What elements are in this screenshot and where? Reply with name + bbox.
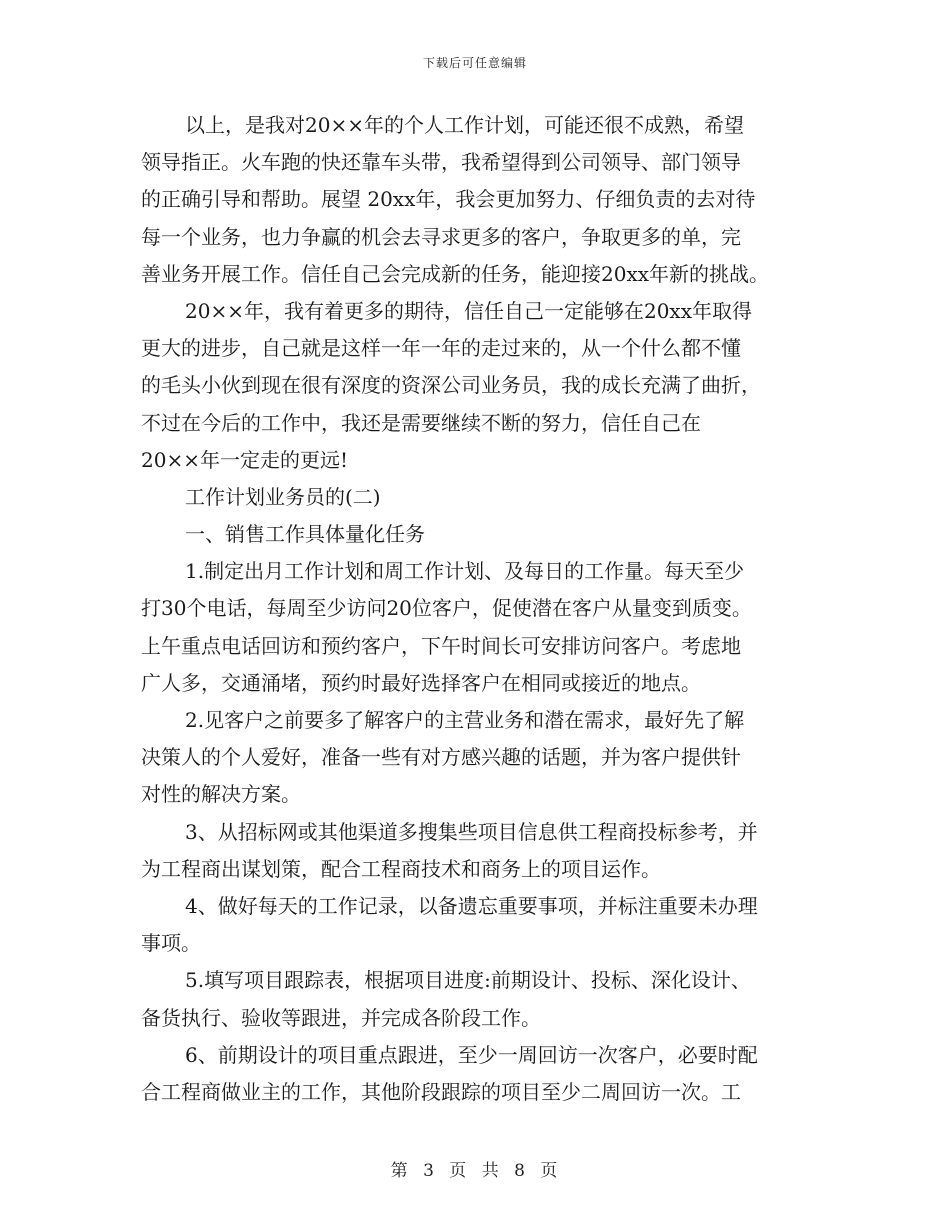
text-line: 一、销售工作具体量化任务 <box>185 522 425 547</box>
text-line: 备货执行、验收等跟进，并完成各阶段工作。 <box>141 1005 541 1030</box>
text-line: 的正确引导和帮助。展望 20xx年，我会更加努力、仔细负责的去对待 <box>141 187 756 212</box>
page-number: 第 3 页 共 8 页 <box>390 1161 560 1181</box>
text-line: 3、从招标网或其他渠道多搜集些项目信息供工程商投标参考，并 <box>185 819 758 844</box>
text-line: 不过在今后的工作中，我还是需要继续不断的努力，信任自己在 <box>141 410 701 435</box>
text-line: 20××年，我有着更多的期待，信任自己一定能够在20xx年取得 <box>185 298 752 323</box>
text-line: 对性的解决方案。 <box>141 782 301 807</box>
text-line: 为工程商出谋划策，配合工程商技术和商务上的项目运作。 <box>141 856 661 881</box>
text-line: 决策人的个人爱好，准备一些有对方感兴趣的话题，并为客户提供针 <box>141 745 741 770</box>
document-body <box>141 107 811 1111</box>
text-line: 20××年一定走的更远! <box>141 447 349 472</box>
text-line: 6、前期设计的项目重点跟进，至少一周回访一次客户，必要时配 <box>185 1042 758 1067</box>
text-line: 善业务开展工作。信任自己会完成新的任务，能迎接20xx年新的挑战。 <box>141 261 770 286</box>
text-line: 事项。 <box>141 931 201 956</box>
text-line: 广人多，交通涌堵，预约时最好选择客户在相同或接近的地点。 <box>141 670 701 695</box>
text-line: 1.制定出月工作计划和周工作计划、及每日的工作量。每天至少 <box>185 559 745 584</box>
page-header: 下载后可任意编辑 <box>422 56 527 70</box>
text-line: 以上，是我对20××年的个人工作计划，可能还很不成熟，希望 <box>185 113 744 137</box>
text-line: 4、做好每天的工作记录，以备遗忘重要事项，并标注重要未办理 <box>185 893 758 918</box>
text-line: 5.填写项目跟踪表，根据项目进度:前期设计、投标、深化设计、 <box>185 968 751 993</box>
text-line: 的毛头小伙到现在很有深度的资深公司业务员，我的成长充满了曲折， <box>141 373 761 398</box>
text-line: 每一个业务，也力争赢的机会去寻求更多的客户，争取更多的单，完 <box>141 224 741 249</box>
text-line: 打30个电话，每周至少访问20位客户，促使潜在客户从量变到质变。 <box>141 596 752 621</box>
text-line: 领导指正。火车跑的快还靠车头带，我希望得到公司领导、部门领导 <box>141 150 741 175</box>
text-line: 上午重点电话回访和预约客户，下午时间长可安排访问客户。考虑地 <box>141 633 741 658</box>
text-line: 更大的进步，自己就是这样一年一年的走过来的，从一个什么都不懂 <box>141 336 741 361</box>
text-line: 合工程商做业主的工作，其他阶段跟踪的项目至少二周回访一次。工 <box>141 1079 741 1104</box>
text-line: 工作计划业务员的(二) <box>185 484 381 509</box>
text-line: 2.见客户之前要多了解客户的主营业务和潜在需求，最好先了解 <box>185 708 745 732</box>
